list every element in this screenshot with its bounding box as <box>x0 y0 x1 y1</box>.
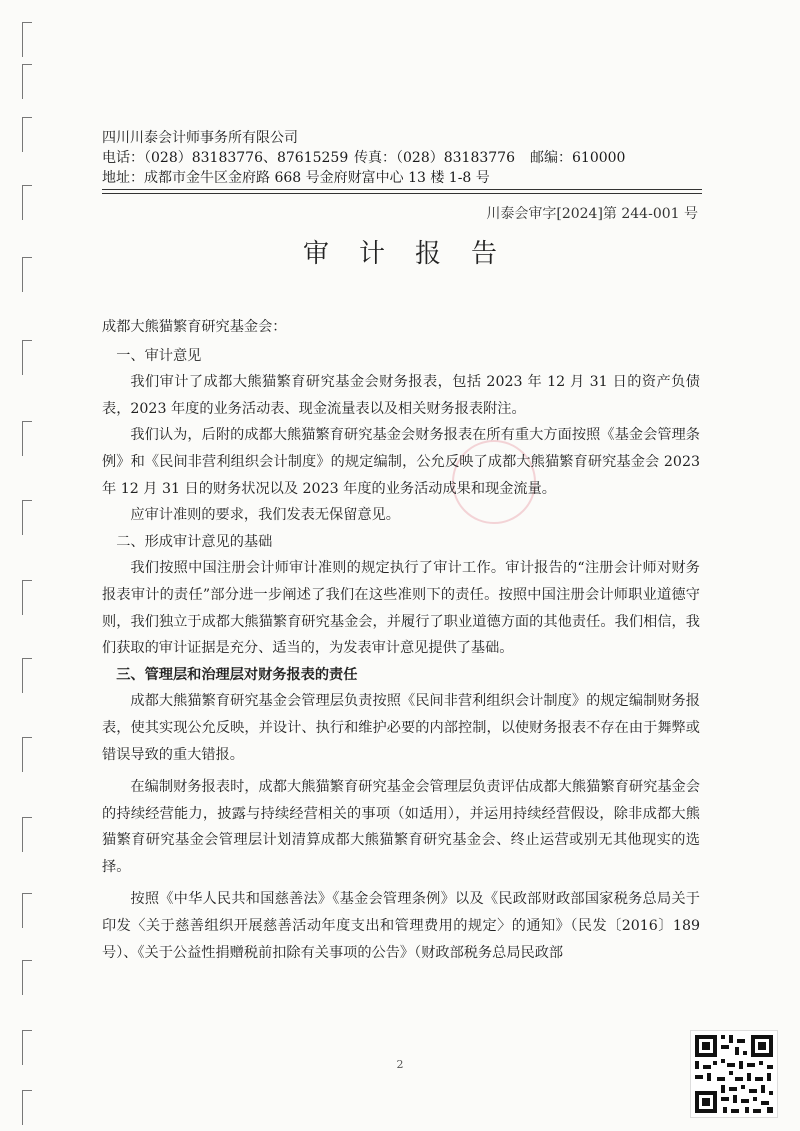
binding-mark <box>22 117 32 152</box>
binding-mark <box>22 893 32 928</box>
binding-mark <box>22 1090 32 1125</box>
binding-mark <box>22 737 32 772</box>
paragraph: 成都大熊猫繁育研究基金会管理层负责按照《民间非营利组织会计制度》的规定编制财务报表，使其实现公允反映，并设计、执行和维护必要的内部控制，以使财务报表不存在由于舞弊或错误导致的重大错报。 <box>102 693 700 763</box>
section-heading-1: 一、审计意见 <box>116 347 202 364</box>
paragraph: 应审计准则的要求，我们发表无保留意见。 <box>130 507 400 524</box>
paragraph: 在编制财务报表时，成都大熊猫繁育研究基金会管理层负责评估成都大熊猫繁育研究基金会的持续经营能力，披露与持续经营相关的事项（如适用），并运用持续经营假设，除非成都大熊猫繁育研究基金会管理层计划清算成都大熊猫繁育研究基金会、终止运营或别无其他现实的选择。 <box>102 779 700 875</box>
binding-mark <box>22 421 32 456</box>
report-reference-number: 川泰会审字[2024]第 244-001 号 <box>486 206 698 222</box>
binding-margin <box>0 0 40 1131</box>
report-title: 审计报告 <box>302 239 527 269</box>
binding-mark <box>22 185 32 220</box>
qr-code <box>690 1030 778 1118</box>
page-number: 2 <box>396 1058 404 1071</box>
paragraph: 我们认为，后附的成都大熊猫繁育研究基金会财务报表在所有重大方面按照《基金会管理条例》和《民间非营利组织会计制度》的规定编制，公允反映了成都大熊猫繁育研究基金会 2023 年 12 月 31 日的财务状况以及 2023 年度的业务活动成果和现金流量。 <box>102 427 700 497</box>
binding-mark <box>22 500 32 535</box>
binding-mark <box>22 64 32 99</box>
firm-tel: 电话：（028）83183776、87615259 <box>102 150 349 166</box>
header-rule <box>102 193 702 194</box>
binding-mark <box>22 658 32 693</box>
report-body <box>102 314 700 966</box>
contact-row <box>102 148 702 168</box>
paragraph: 我们按照中国注册会计师审计准则的规定执行了审计工作。审计报告的“注册会计师对财务报表审计的责任”部分进一步阐述了我们在这些准则下的责任。按照中国注册会计师职业道德守则，我们独立于成都大熊猫繁育研究基金会，并履行了职业道德方面的其他责任。我们相信，我们获取的审计证据是充分、适当的，为发表审计意见提供了基础。 <box>102 560 700 657</box>
section-heading-3: 三、管理层和治理层对财务报表的责任 <box>116 666 358 683</box>
binding-mark <box>22 580 32 615</box>
salutation: 成都大熊猫繁育研究基金会： <box>102 319 287 335</box>
binding-mark <box>22 22 32 57</box>
section-heading-2: 二、形成审计意见的基础 <box>116 533 273 550</box>
firm-postcode: 邮编：610000 <box>530 150 626 166</box>
firm-name: 四川川泰会计师事务所有限公司 <box>102 130 298 146</box>
binding-mark <box>22 960 32 995</box>
binding-mark <box>22 817 32 852</box>
firm-address: 地址：成都市金牛区金府路 668 号金府财富中心 13 楼 1-8 号 <box>102 168 702 190</box>
firm-letterhead <box>102 128 702 194</box>
qr-code-graphic <box>691 1031 777 1117</box>
firm-fax: 传真：（028）83183776 <box>354 150 515 166</box>
binding-mark <box>22 340 32 375</box>
paragraph: 按照《中华人民共和国慈善法》《基金会管理条例》以及《民政部财政部国家税务总局关于印发〈关于慈善组织开展慈善活动年度支出和管理费用的规定〉的通知》（民发〔2016〕189 号）、《关于公益性捐赠税前扣除有关事项的公告》（财政部税务总局民政部 <box>102 891 700 961</box>
paragraph: 我们审计了成都大熊猫繁育研究基金会财务报表，包括 2023 年 12 月 31 日的资产负债表，2023 年度的业务活动表、现金流量表以及相关财务报表附注。 <box>102 374 700 417</box>
